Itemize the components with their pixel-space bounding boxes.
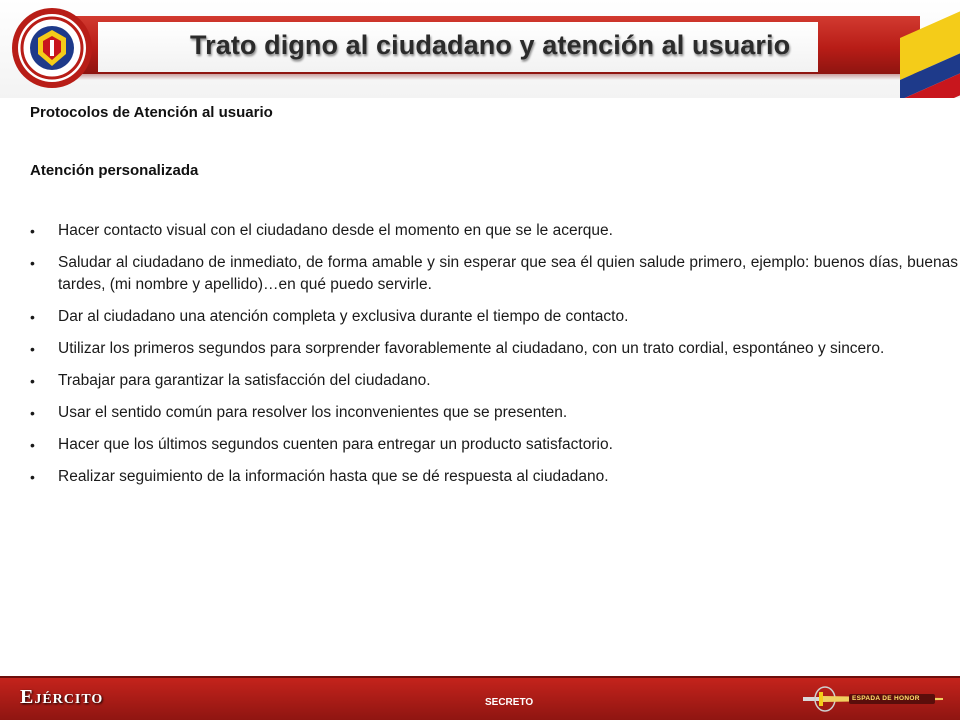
sword-motto: ESPADA DE HONOR bbox=[852, 695, 920, 702]
bullet-icon: • bbox=[30, 255, 35, 271]
slide-footer bbox=[0, 678, 960, 720]
subtitle-heading: Protocolos de Atención al usuario bbox=[30, 104, 273, 121]
list-item-text: Hacer contacto visual con el ciudadano desde el momento en que se le acerque. bbox=[58, 222, 613, 239]
bullet-icon: • bbox=[30, 373, 35, 389]
bullet-icon: • bbox=[30, 341, 35, 357]
list-item bbox=[30, 466, 958, 488]
slide-content bbox=[30, 100, 958, 498]
bullet-icon: • bbox=[30, 223, 35, 239]
classification-label: SECRETO bbox=[485, 697, 534, 708]
list-item-text: Trabajar para garantizar la satisfacción del ciudadano. bbox=[58, 372, 431, 389]
list-item bbox=[30, 252, 958, 296]
footer-brand: Ejército bbox=[20, 686, 104, 708]
bullet-icon: • bbox=[30, 405, 35, 421]
section-heading: Atención personalizada bbox=[30, 162, 199, 179]
colombia-flag-icon bbox=[900, 0, 960, 98]
list-item-text: Usar el sentido común para resolver los inconvenientes que se presenten. bbox=[58, 404, 568, 421]
list-item-text: Realizar seguimiento de la información hasta que se dé respuesta al ciudadano. bbox=[58, 468, 609, 485]
list-item bbox=[30, 402, 958, 424]
header-band-shadow bbox=[70, 74, 920, 80]
slide-header bbox=[0, 0, 960, 98]
bullet-icon: • bbox=[30, 437, 35, 453]
list-item-text: Dar al ciudadano una atención completa y exclusiva durante el tiempo de contacto. bbox=[58, 308, 629, 325]
list-item-text: Saludar al ciudadano de inmediato, de forma amable y sin esperar que sea él quien salude primero, ejemplo: buenos días, buenas tardes, (mi nombre y apellido)…en qué puedo servirle. bbox=[58, 254, 958, 293]
bullet-icon: • bbox=[30, 469, 35, 485]
list-item bbox=[30, 220, 958, 242]
army-emblem-icon bbox=[10, 6, 94, 90]
list-item bbox=[30, 370, 958, 392]
list-item bbox=[30, 338, 958, 360]
bullet-icon: • bbox=[30, 309, 35, 325]
list-item bbox=[30, 434, 958, 456]
bullet-list bbox=[30, 220, 958, 488]
list-item-text: Utilizar los primeros segundos para sorprender favorablemente al ciudadano, con un trato cordial, espontáneo y sincero. bbox=[58, 340, 885, 357]
list-item-text: Hacer que los últimos segundos cuenten para entregar un producto satisfactorio. bbox=[58, 436, 613, 453]
list-item bbox=[30, 306, 958, 328]
slide-title: Trato digno al ciudadano y atención al usuario bbox=[190, 30, 791, 60]
